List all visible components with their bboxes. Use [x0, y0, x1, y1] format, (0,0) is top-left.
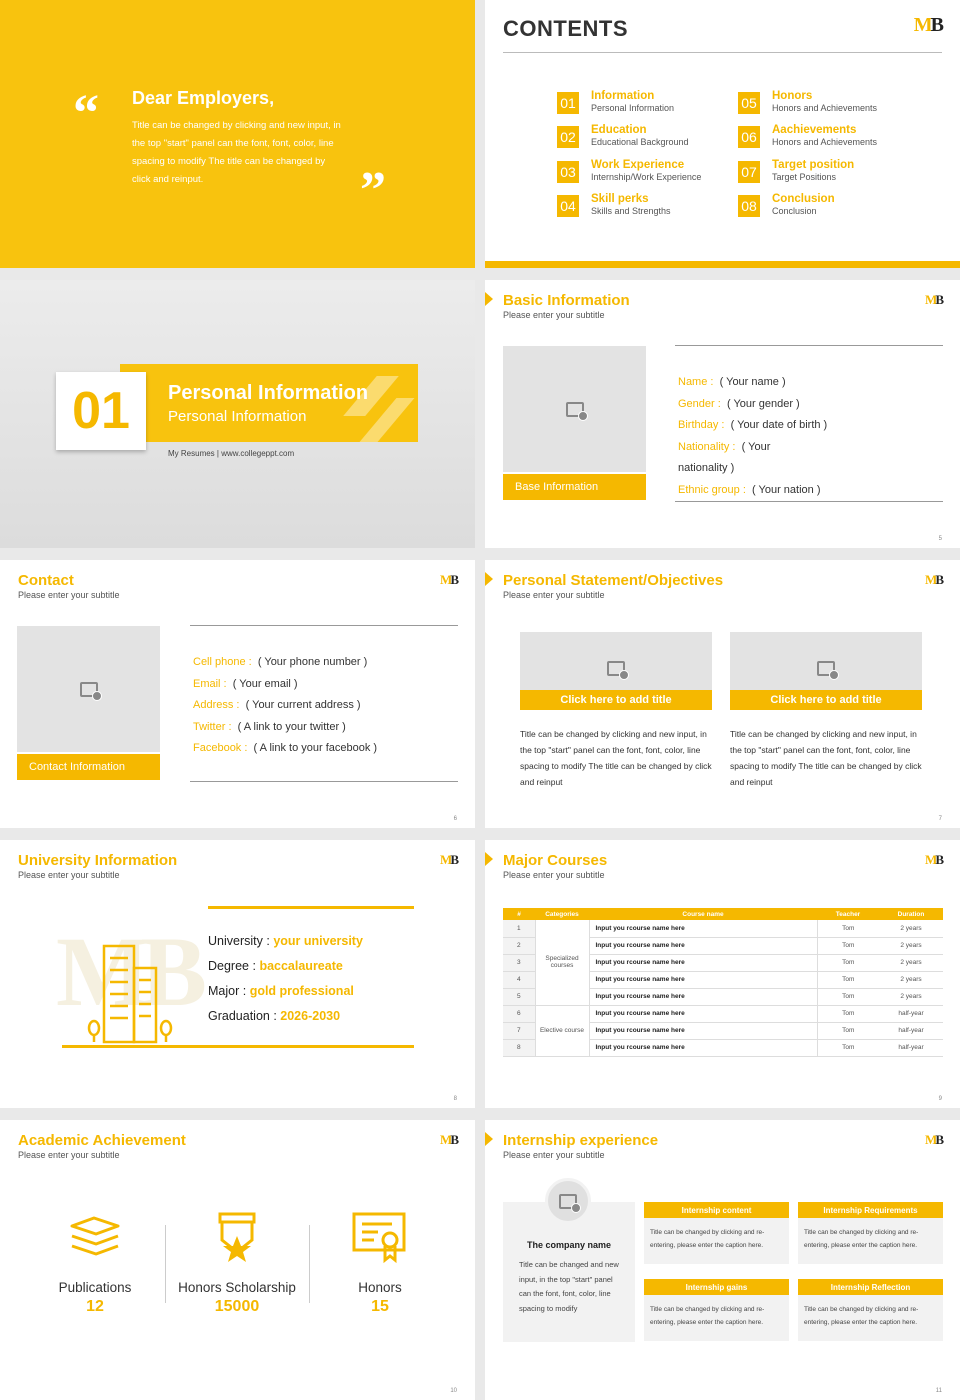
table-row[interactable]: 5 Input you rcourse name here Tom 2 years [503, 988, 943, 1005]
info-field[interactable]: Nationality : ( Your [678, 441, 771, 453]
mb-logo: MB [925, 572, 942, 587]
table-row[interactable]: 1 Specialized courses Input you rcourse name here Tom 2 years [503, 920, 943, 937]
item-sub: Educational Background [591, 137, 689, 147]
slide-title: Major Courses [503, 852, 608, 869]
mb-logo: MB [913, 14, 942, 36]
contents-item[interactable] [738, 124, 918, 150]
medal-icon [214, 1212, 260, 1268]
column-header: Duration [879, 908, 943, 920]
table-row[interactable]: 6 Elective course Input you rcourse name here Tom half-year [503, 1005, 943, 1022]
stat-value: 15 [371, 1298, 389, 1315]
item-name: Work Experience [591, 159, 685, 171]
contents-item[interactable] [557, 193, 737, 219]
slide-title: Academic Achievement [18, 1132, 186, 1149]
internship-cell[interactable] [644, 1202, 789, 1264]
slide-academic-achievement[interactable] [0, 1120, 475, 1400]
slide-body-text: Title can be changed by clicking and new input, in the top "start" panel can the font, font, color, line spacing to modify The title can be changed by click and reinput. [132, 120, 341, 185]
table-row[interactable]: 7 Input you rcourse name here Tom half-year [503, 1022, 943, 1039]
item-name: Education [591, 124, 647, 136]
slide-subtitle: Please enter your subtitle [18, 1150, 120, 1160]
item-number: 06 [738, 126, 760, 148]
title-marker [485, 1132, 493, 1146]
slide-title: Basic Information [503, 292, 630, 309]
cell-header: Internship Reflection [798, 1279, 943, 1295]
item-name: Target position [772, 159, 855, 171]
column-header: Categories [535, 908, 589, 920]
divider [190, 625, 458, 626]
image-icon [607, 661, 625, 676]
item-name: Aachievements [772, 124, 857, 136]
item-sub: Personal Information [591, 103, 675, 113]
company-description: Title can be changed and new input, in the top "start" panel can the font, font, color, line spacing to modify [519, 1260, 619, 1313]
item-number: 02 [557, 126, 579, 148]
item-sub: Skills and Strengths [591, 206, 671, 216]
divider [675, 345, 943, 346]
page-number: 6 [453, 816, 457, 822]
cell-header: Internship content [644, 1202, 789, 1218]
slide-heading: Dear Employers, [132, 88, 275, 108]
card-text: Title can be changed by clicking and new input, in the top "start" panel can the font, font, color, line spacing to modify The title can be changed by click and reinput [730, 729, 922, 787]
contact-field[interactable]: Address : ( Your current address ) [193, 699, 361, 711]
photo-placeholder[interactable] [503, 346, 646, 472]
slide-contents[interactable] [485, 0, 960, 268]
slide-major-courses[interactable] [485, 840, 960, 1108]
slide-subtitle: Please enter your subtitle [18, 590, 120, 600]
company-name: The company name [526, 1240, 612, 1250]
add-title-button[interactable]: Click here to add title [730, 690, 922, 710]
table-row[interactable]: 8 Input you rcourse name here Tom half-year [503, 1039, 943, 1056]
stat-label: Publications [58, 1280, 132, 1295]
cell-body: Title can be changed by clicking and re-entering, please enter the caption here. [644, 1218, 789, 1264]
section-footer: My Resumes | www.collegeppt.com [168, 449, 295, 458]
info-field[interactable]: nationality ) [678, 462, 735, 474]
slide-section-01[interactable] [0, 280, 475, 548]
internship-cell[interactable] [798, 1202, 943, 1264]
contact-field[interactable]: Facebook : ( A link to your facebook ) [193, 742, 378, 754]
cell-header: Internship gains [644, 1279, 789, 1295]
cell-body: Title can be changed by clicking and re-entering, please enter the caption here. [644, 1295, 789, 1341]
contents-item[interactable] [557, 90, 737, 116]
mb-logo: MB [440, 1132, 457, 1147]
info-field[interactable]: Gender : ( Your gender ) [678, 398, 800, 410]
slide-title: University Information [18, 852, 178, 869]
item-number: 07 [738, 161, 760, 183]
title-marker [485, 852, 493, 866]
books-icon [68, 1216, 122, 1260]
slide-title: Personal Statement/Objectives [503, 572, 724, 589]
contents-item[interactable] [557, 124, 737, 150]
slide-subtitle: Please enter your subtitle [503, 1150, 605, 1160]
item-name: Skill perks [591, 193, 649, 205]
slide-personal-statement[interactable] [485, 560, 960, 828]
image-icon [566, 402, 584, 417]
section-title: Personal Information [168, 382, 369, 404]
internship-cell[interactable] [644, 1279, 789, 1341]
add-title-button[interactable]: Click here to add title [520, 690, 712, 710]
open-quote-icon: “ [73, 85, 99, 142]
divider [675, 501, 943, 502]
item-sub: Honors and Achievements [772, 137, 878, 147]
certificate-icon [352, 1212, 408, 1264]
courses-table [503, 908, 943, 1057]
company-photo-placeholder[interactable] [545, 1178, 591, 1224]
close-quote-icon: ” [360, 162, 386, 219]
divider [503, 52, 942, 53]
column-header: Course name [589, 908, 817, 920]
slide-subtitle: Please enter your subtitle [18, 870, 120, 880]
divider [190, 781, 458, 782]
slide-basic-information[interactable] [485, 280, 960, 548]
divider [165, 1225, 166, 1303]
table-row[interactable]: 4 Input you rcourse name here Tom 2 years [503, 971, 943, 988]
page-number: 11 [935, 1388, 942, 1394]
major-row: Major : gold professional [208, 984, 354, 998]
contact-field[interactable]: Cell phone : ( Your phone number ) [193, 656, 368, 668]
section-subtitle: Personal Information [168, 408, 307, 425]
mb-logo: MB [925, 292, 942, 307]
slide-contact[interactable] [0, 560, 475, 828]
page-number: 9 [938, 1096, 942, 1102]
item-name: Honors [772, 90, 813, 102]
contents-item[interactable] [738, 90, 918, 116]
slide-internship-experience[interactable] [485, 1120, 960, 1400]
contents-title: CONTENTS [503, 16, 628, 41]
contents-item[interactable] [738, 193, 918, 219]
stat-value: 12 [86, 1298, 104, 1315]
photo-caption-bar: Contact Information [17, 754, 160, 780]
section-number: 01 [56, 372, 146, 450]
column-header: Teacher [817, 908, 879, 920]
mb-logo: MB [925, 852, 942, 867]
slide-title: Contact [18, 572, 74, 589]
page-number: 7 [938, 816, 942, 822]
contents-item[interactable] [738, 159, 918, 185]
item-sub: Honors and Achievements [772, 103, 878, 113]
slide-university-information[interactable] [0, 840, 475, 1108]
title-marker [485, 572, 493, 586]
contact-field[interactable]: Twitter : ( A link to your twitter ) [193, 721, 346, 733]
mb-logo: MB [440, 852, 457, 867]
item-sub: Conclusion [772, 206, 817, 216]
stat-label: Honors [358, 1280, 402, 1295]
accent-line [208, 906, 414, 909]
mb-logo: MB [925, 1132, 942, 1147]
cell-body: Title can be changed by clicking and re-entering, please enter the caption here. [798, 1295, 943, 1341]
item-sub: Internship/Work Experience [591, 172, 702, 182]
degree-row: Degree : baccalaureate [208, 959, 343, 973]
item-number: 01 [557, 92, 579, 114]
graduation-row: Graduation : 2026-2030 [208, 1009, 341, 1023]
table-row[interactable]: 2 Input you rcourse name here Tom 2 years [503, 937, 943, 954]
image-icon [80, 682, 98, 697]
cell-body: Title can be changed by clicking and re-entering, please enter the caption here. [798, 1218, 943, 1264]
cell-header: Internship Requirements [798, 1202, 943, 1218]
photo-caption-bar: Base Information [503, 474, 646, 500]
info-field[interactable]: Name : ( Your name ) [678, 376, 786, 388]
slide-subtitle: Please enter your subtitle [503, 590, 605, 600]
item-number: 05 [738, 92, 760, 114]
card-text: Title can be changed by clicking and new input, in the top "start" panel can the font, font, color, line spacing to modify The title can be changed by click and reinput [520, 729, 712, 787]
category-cell: Specialized courses [535, 920, 589, 1005]
page-number: 8 [453, 1096, 457, 1102]
internship-cell[interactable] [798, 1279, 943, 1341]
contents-item[interactable] [557, 159, 737, 185]
photo-placeholder[interactable] [17, 626, 160, 752]
slide-subtitle: Please enter your subtitle [503, 870, 605, 880]
image-icon [559, 1194, 577, 1209]
image-icon [817, 661, 835, 676]
page-number: 10 [450, 1388, 457, 1394]
mb-logo: MB [440, 572, 457, 587]
info-field[interactable]: Ethnic group : ( Your nation ) [678, 484, 821, 496]
item-number: 08 [738, 195, 760, 217]
title-marker [485, 292, 493, 306]
building-icon [84, 940, 184, 1044]
stat-value: 15000 [214, 1298, 260, 1315]
category-cell: Elective course [535, 1005, 589, 1056]
item-sub: Target Positions [772, 172, 837, 182]
table-row[interactable]: 3 Input you rcourse name here Tom 2 years [503, 954, 943, 971]
slide-dear-employers[interactable] [0, 0, 475, 268]
slide-title: Internship experience [503, 1132, 659, 1149]
watermark-logo: MB [56, 916, 198, 1027]
item-name: Information [591, 90, 655, 102]
column-header: # [503, 908, 535, 920]
slide-subtitle: Please enter your subtitle [503, 310, 605, 320]
page-number: 5 [938, 536, 942, 542]
info-field[interactable]: Birthday : ( Your date of birth ) [678, 419, 828, 431]
item-name: Conclusion [772, 193, 835, 205]
university-row: University : your university [208, 934, 363, 948]
item-number: 04 [557, 195, 579, 217]
contact-field[interactable]: Email : ( Your email ) [193, 678, 298, 690]
stat-label: Honors Scholarship [178, 1280, 296, 1295]
item-number: 03 [557, 161, 579, 183]
bottom-accent-bar [485, 261, 960, 268]
